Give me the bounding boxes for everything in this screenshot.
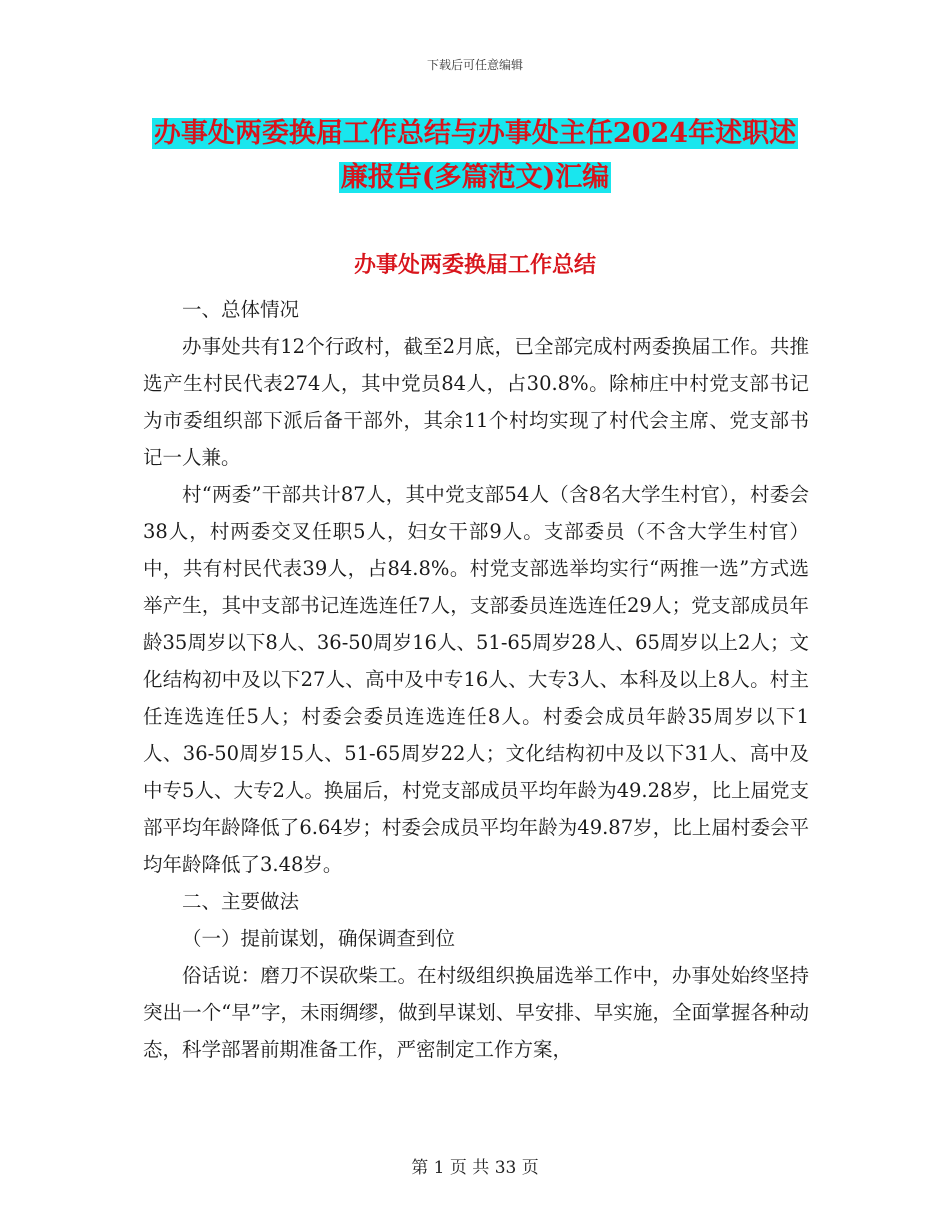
heading-main-practices: 二、主要做法 [182, 890, 300, 913]
paragraph-overview: 办事处共有12个行政村，截至2月底，已全部完成村两委换届工作。共推选产生村民代表274人，其中党员84人，占30.8%。除柿庄中村党支部书记为市委组织部下派后备干部外，其余11个村均实现了村代会主席、党支部书记一人兼。 [143, 335, 809, 469]
header-note: 下载后可任意编辑 [426, 58, 523, 72]
document-title-line-1: 办事处两委换届工作总结与办事处主任2024年述职述 [153, 118, 797, 149]
heading-overall-situation: 一、总体情况 [182, 298, 300, 321]
document-title [130, 112, 820, 200]
paragraph-early-planning: 俗话说：磨刀不误砍柴工。在村级组织换届选举工作中，办事处始终坚持突出一个“早”字，未雨绸缪，做到早谋划、早安排、早实施，全面掌握各种动态，科学部署前期准备工作，严密制定工作方案， [143, 964, 809, 1061]
paragraph-statistics: 村“两委”干部共计87人，其中党支部54人（含8名大学生村官），村委会38人，村两委交叉任职5人，妇女干部9人。支部委员（不含大学生村官）中，共有村民代表39人，占84.8%。村党支部选举均实行“两推一选”方式选举产生，其中支部书记连选连任7人，支部委员连选连任29人；党支部成员年龄35周岁以下8人、36-50周岁16人、51-65周岁28人、65周岁以上2人；文化结构初中及以下27人、高中及中专16人、大专3人、本科及以上8人。村主任连选连任5人；村委会委员连选连任8人。村委会成员年龄35周岁以下1人、36-50周岁15人、51-65周岁22人；文化结构初中及以下31人、高中及中专5人、大专2人。换届后，村党支部成员平均年龄为49.28岁，比上届党支部平均年龄降低了6.64岁；村委会成员平均年龄为49.87岁，比上届村委会平均年龄降低了3.48岁。 [143, 483, 809, 876]
document-title-line-2: 廉报告(多篇范文)汇编 [340, 162, 610, 193]
subheading-early-planning: （一）提前谋划，确保调查到位 [182, 927, 456, 950]
body-text [143, 291, 809, 1068]
section-title: 办事处两委换届工作总结 [353, 252, 596, 278]
page-footer: 第 1 页 共 33 页 [411, 1158, 539, 1178]
